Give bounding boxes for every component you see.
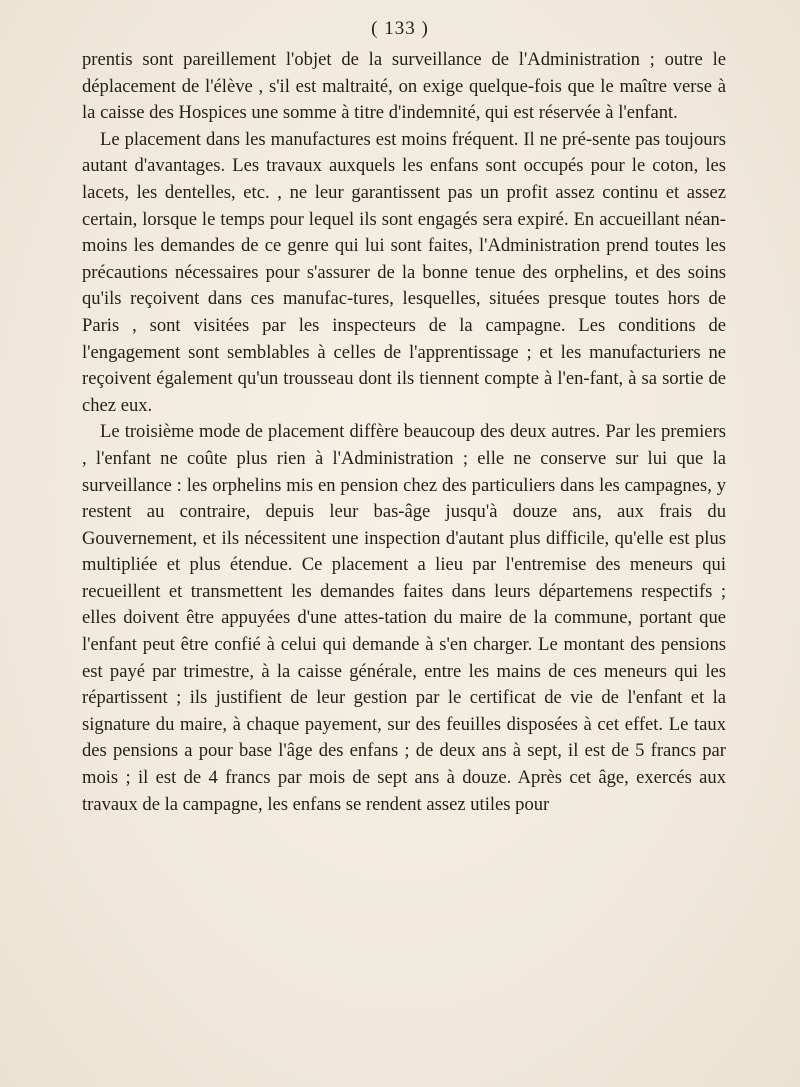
page-number: ( 133 ) xyxy=(371,18,429,39)
paragraph-2: Le placement dans les manufactures est moins fréquent. Il ne pré-sente pas toujours autant d'avantages. Les travaux auxquels les enfans sont occupés pour le coton, les lacets, les dentelles, etc. , ne leur garantissent pas un profit assez continu et assez certain, lorsque le temps pour lequel ils sont engagés sera expiré. En accueillant néan-moins les demandes de ce genre qui lui sont faites, l'Administration prend toutes les précautions nécessaires pour s'assurer de la bonne tenue des orphelins, et des soins qu'ils reçoivent dans ces manufac-tures, lesquelles, situées presque toutes hors de Paris , sont visitées par les inspecteurs de la campagne. Les conditions de l'engagement sont semblables à celles de l'apprentissage ; et les manufacturiers ne reçoivent également qu'un trousseau dont ils tiennent compte à l'en-fant, à sa sortie de chez eux. xyxy=(82,128,726,416)
body-text xyxy=(82,47,726,818)
paragraph-1: prentis sont pareillement l'objet de la surveillance de l'Administration ; outre le déplacement de l'élève , s'il est maltraité, on exige quelque-fois que le maître verse à la caisse des Hospices une somme à titre d'indemnité, qui est réservée à l'enfant. xyxy=(82,49,726,124)
paragraph-3: Le troisième mode de placement diffère beaucoup des deux autres. Par les premiers , l'enfant ne coûte plus rien à l'Administration ; elle ne conserve sur lui que la surveillance : les orphelins mis en pension chez des particuliers dans les campagnes, y restent au contraire, depuis leur bas-âge jusqu'à douze ans, aux frais du Gouvernement, et ils nécessitent une inspection d'autant plus difficile, qu'elle est plus multipliée et plus étendue. Ce placement a lieu par l'entremise des meneurs qui recueillent et transmettent les demandes faites dans leurs départemens respectifs ; elles doivent être appuyées d'une attes-tation du maire de la commune, portant que l'enfant peut être confié à celui qui demande à s'en charger. Le montant des pensions est payé par trimestre, à la caisse générale, entre les mains de ces meneurs qui les répartissent ; ils justifient de leur gestion par le certificat de vie de l'enfant et la signature du maire, à chaque payement, sur des feuilles disposées à cet effet. Le taux des pensions a pour base l'âge des enfans ; de deux ans à sept, il est de 5 francs par mois ; il est de 4 francs par mois de sept ans à douze. Après cet âge, exercés aux travaux de la campagne, les enfans se rendent assez utiles pour xyxy=(82,421,726,815)
